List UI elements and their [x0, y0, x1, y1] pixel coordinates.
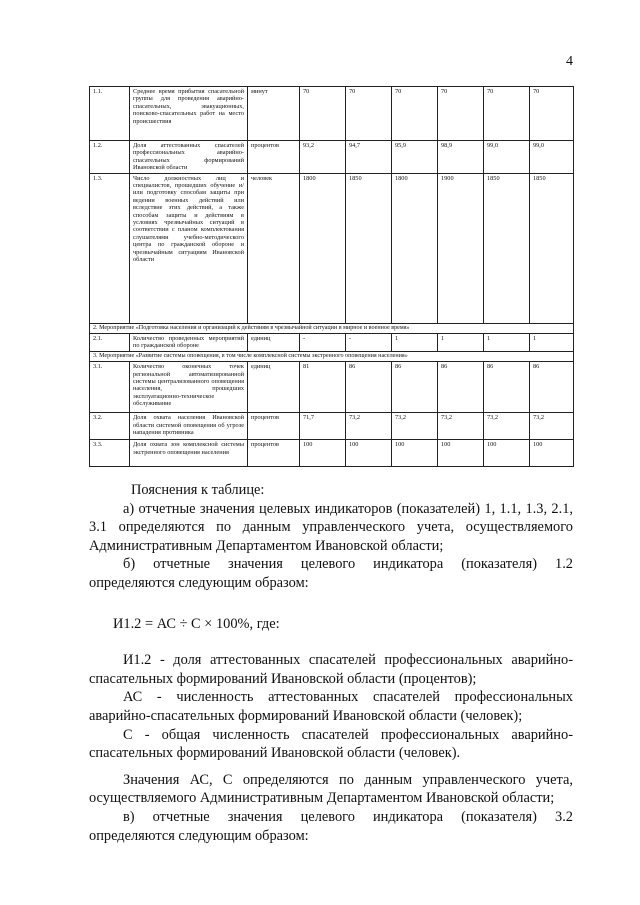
unit: процентов	[248, 413, 300, 440]
unit: единиц	[248, 334, 300, 352]
note-v: в) отчетные значения целевого индикатора (показателя) 3.2 определяются следующим образом:	[89, 808, 573, 844]
unit: процентов	[248, 141, 300, 174]
value-cell: 1850	[484, 173, 530, 323]
value-cell: 100	[392, 440, 438, 467]
value-cell: 73,2	[484, 413, 530, 440]
row-number: 1.1.	[90, 87, 130, 141]
table-row	[90, 413, 574, 440]
value-cell: 73,2	[392, 413, 438, 440]
row-number: 1.3.	[90, 173, 130, 323]
value-cell: 93,2	[300, 141, 346, 174]
value-cell: 100	[346, 440, 392, 467]
note-b: б) отчетные значения целевого индикатора (показателя) 1.2 определяются следующим образом:	[89, 556, 573, 591]
table-notes	[89, 481, 573, 845]
value-cell: -	[346, 334, 392, 352]
indicator-name: Число должностных лиц и специалистов, прошедших обучение и/или подготовку способам защиты при ведении военных действий или вследствие этих действий, а также способам защиты и действиям в условиях чрезвычайных ситуаций в соответствии с планом комплектования слушателями учебно-методического центра по гражданской обороне и чрезвычайным ситуациям Ивановской области	[130, 173, 248, 323]
value-cell: 1900	[438, 173, 484, 323]
value-cell: 73,2	[530, 413, 574, 440]
unit: минут	[248, 87, 300, 141]
indicator-name: Количество оконечных точек региональной автоматизированной системы централизованного оповещения населения, прошедших эксплуатационно-техническое обслуживание	[130, 362, 248, 413]
indicator-name: Доля охвата населения Ивановской области системой оповещения об угрозе нападения противника	[130, 413, 248, 440]
table-row	[90, 141, 574, 174]
indicator-name: Количество проведенных мероприятий по гражданской обороне	[130, 334, 248, 352]
value-cell: 94,7	[346, 141, 392, 174]
definition-c: С - общая численность спасателей профессиональных аварийно-спасательных формирований Ивановской области (человек).	[89, 726, 573, 762]
section-row	[90, 323, 574, 333]
definition-i12: И1.2 - доля аттестованных спасателей профессиональных аварийно-спасательных формирований Ивановской области (процентов);	[89, 652, 573, 687]
value-cell: 73,2	[438, 413, 484, 440]
value-cell: 1800	[392, 173, 438, 323]
row-number: 3.3.	[90, 440, 130, 467]
table-row	[90, 362, 574, 413]
unit: процентов	[248, 440, 300, 467]
value-cell: 86	[438, 362, 484, 413]
value-cell: 70	[300, 87, 346, 141]
value-cell: 86	[392, 362, 438, 413]
definition-ac: АС - численность аттестованных спасателей профессиональных аварийно-спасательных формирований Ивановской области (человек);	[89, 689, 573, 724]
section-title: 3. Мероприятие «Развитие системы оповещения, в том числе комплексной системы экстренного оповещения населения»	[90, 351, 574, 361]
value-cell: 100	[530, 440, 574, 467]
value-cell: 98,9	[438, 141, 484, 174]
unit: человек	[248, 173, 300, 323]
value-cell: 81	[300, 362, 346, 413]
row-number: 1.2.	[90, 141, 130, 174]
value-cell: 86	[530, 362, 574, 413]
indicator-name: Среднее время прибытия спасательной группы для проведения аварийно-спасательных, эвакуационных, поисково-спасательных работ на место происшествия	[130, 87, 248, 141]
table-row	[90, 173, 574, 323]
value-cell: 73,2	[346, 413, 392, 440]
value-cell: 70	[392, 87, 438, 141]
value-cell: 1	[484, 334, 530, 352]
section-row	[90, 351, 574, 361]
value-cell: 99,0	[530, 141, 574, 174]
value-cell: 86	[346, 362, 392, 413]
indicators-table	[89, 86, 574, 467]
value-cell: 1	[438, 334, 484, 352]
value-cell: 99,0	[484, 141, 530, 174]
value-cell: 100	[484, 440, 530, 467]
value-cell: 1	[392, 334, 438, 352]
value-cell: 70	[530, 87, 574, 141]
indicator-name: Доля охвата зон комплексной системы экстренного оповещения населения	[130, 440, 248, 467]
formula: И1.2 = АС ÷ С × 100%, где:	[113, 615, 280, 632]
table-row	[90, 87, 574, 141]
note-a: а) отчетные значения целевых индикаторов (показателей) 1, 1.1, 1.3, 2.1, 3.1 определяются по данным управленческого учета, осуществляемого Административным Департаментом Ивановской области;	[89, 500, 573, 554]
page-number: 4	[566, 54, 573, 69]
value-cell: 95,9	[392, 141, 438, 174]
table-row	[90, 334, 574, 352]
section-title: 2. Мероприятие «Подготовка населения и организаций к действиям в чрезвычайной ситуации в мирное и военное время»	[90, 323, 574, 333]
value-cell: 100	[300, 440, 346, 467]
row-number: 3.2.	[90, 413, 130, 440]
values-note: Значения АС, С определяются по данным управленческого учета, осуществляемого Административным Департаментом Ивановской области;	[89, 771, 573, 807]
value-cell: 1850	[530, 173, 574, 323]
value-cell: 70	[346, 87, 392, 141]
value-cell: 86	[484, 362, 530, 413]
notes-title: Пояснения к таблице:	[131, 482, 265, 498]
indicator-name: Доля аттестованных спасателей профессиональных аварийно-спасательных формирований Ивановской области	[130, 141, 248, 174]
value-cell: 70	[438, 87, 484, 141]
unit: единиц	[248, 362, 300, 413]
value-cell: 1800	[300, 173, 346, 323]
row-number: 2.1.	[90, 334, 130, 352]
value-cell: 1	[530, 334, 574, 352]
table-row	[90, 440, 574, 467]
value-cell: -	[300, 334, 346, 352]
value-cell: 100	[438, 440, 484, 467]
value-cell: 71,7	[300, 413, 346, 440]
value-cell: 70	[484, 87, 530, 141]
row-number: 3.1.	[90, 362, 130, 413]
value-cell: 1850	[346, 173, 392, 323]
